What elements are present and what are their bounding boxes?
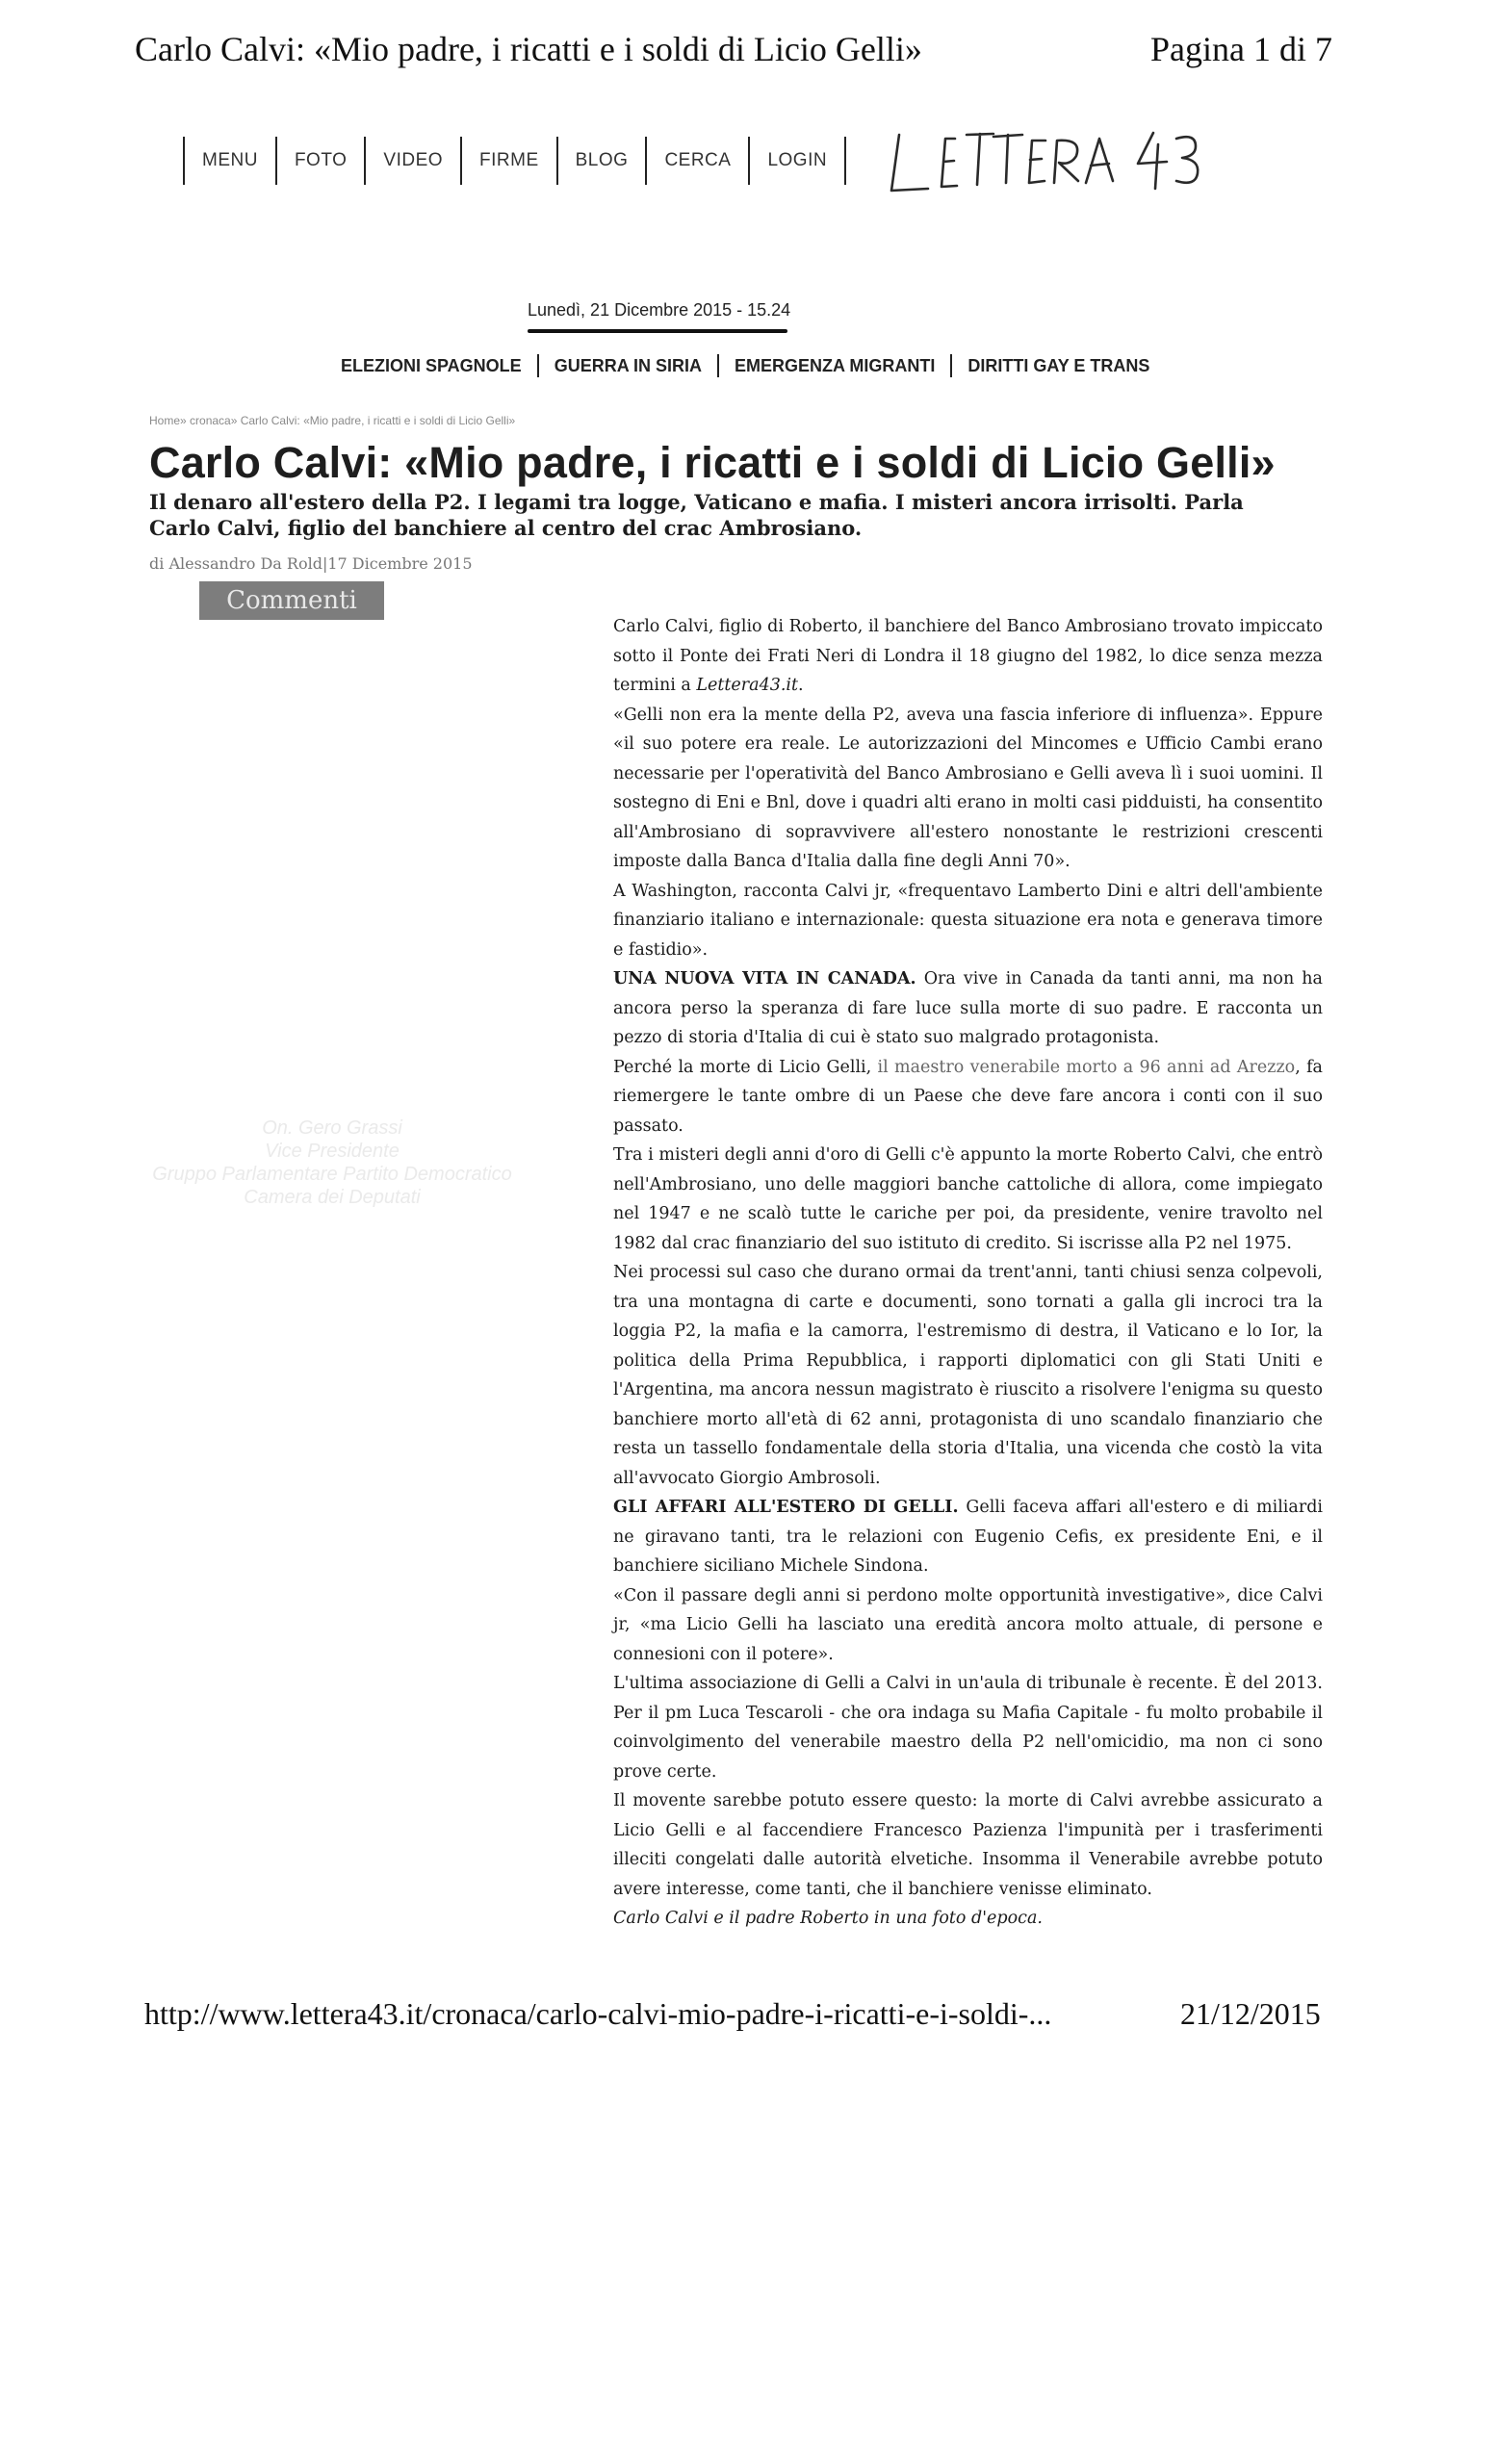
related-article-link[interactable]: il maestro venerabile morto a 96 anni ad Arezzo xyxy=(877,1057,1296,1077)
photo-caption xyxy=(613,1904,1323,1934)
print-header-page-number: Pagina 1 di 7 xyxy=(1150,30,1332,68)
article-title: Carlo Calvi: «Mio padre, i ricatti e i soldi di Licio Gelli» xyxy=(149,438,1276,487)
stamp-line: Camera dei Deputati xyxy=(244,1187,421,1208)
topic-elezioni-spagnole[interactable]: ELEZIONI SPAGNOLE xyxy=(341,355,522,375)
article-body xyxy=(613,612,1323,1934)
article-paragraph xyxy=(613,1493,1323,1581)
lettera43-handwritten-logo xyxy=(886,114,1213,210)
nav-item-cerca[interactable]: CERCA xyxy=(664,150,732,170)
topic-emergenza-migranti[interactable]: EMERGENZA MIGRANTI xyxy=(735,355,936,375)
dateline: Lunedì, 21 Dicembre 2015 - 15.24 xyxy=(528,300,791,320)
article-paragraph xyxy=(613,1053,1323,1142)
top-navigation xyxy=(183,137,846,185)
comments-button[interactable]: Commenti xyxy=(199,581,384,620)
article-paragraph: Il movente sarebbe potuto essere questo: la morte di Calvi avrebbe assicurato a Licio Gelli e al faccendiere Francesco Pazienza l'impunità per i trasferimenti illeciti congelati dalle autorità elvetiche. Insomma il Venerabile avrebbe potuto avere interesse, come tanti, che il banchiere venisse eliminato. xyxy=(613,1791,1323,1899)
stamp-line: Gruppo Parlamentare Partito Democratico xyxy=(152,1164,512,1185)
paragraph-text: Gelli faceva affari all'estero e di miliardi ne giravano tanti, tra le relazioni con Eugenio Cefis, ex presidente Eni, e il banchiere siciliano Michele Sindona. xyxy=(613,1498,1323,1576)
article-paragraph: L'ultima associazione di Gelli a Calvi in un'aula di tribunale è recente. È del 2013. Per il pm Luca Tescaroli - che ora indaga su Mafia Capitale - fu molto probabile il coinvolgimento del venerabile maestro della P2 nell'omicidio, ma non ci sono prove certe. xyxy=(613,1674,1323,1782)
nav-item-foto[interactable]: FOTO xyxy=(294,150,348,170)
stamp-line: Vice Presidente xyxy=(265,1141,400,1162)
lettera43-link[interactable]: Lettera43.it xyxy=(696,676,799,695)
paragraph-text: Carlo Calvi, figlio di Roberto, il banchiere del Banco Ambrosiano trovato impiccato sotto il Ponte dei Frati Neri di Londra il 18 giugno del 1982, lo dice senza mezza termini a xyxy=(613,617,1323,695)
stamp-line: On. Gero Grassi xyxy=(262,1117,402,1139)
paragraph-text: Perché la morte di Licio Gelli, xyxy=(613,1057,878,1077)
paragraph-text: Ora vive in Canada da tanti anni, ma non ha ancora perso la speranza di fare luce sulla morte di suo padre. E racconta un pezzo di storia d'Italia di cui è stato suo malgrado protagonista. xyxy=(613,969,1323,1047)
article-paragraph: A Washington, racconta Calvi jr, «frequentavo Lamberto Dini e altri dell'ambiente finanziario italiano e internazionale: questa situazione era nota e generava timore e fastidio». xyxy=(613,881,1323,960)
print-footer-date: 21/12/2015 xyxy=(1180,1996,1321,2031)
article-paragraph xyxy=(613,964,1323,1053)
nav-item-login[interactable]: LOGIN xyxy=(767,150,828,170)
print-footer-url: http://www.lettera43.it/cronaca/carlo-calvi-mio-padre-i-ricatti-e-i-soldi-... xyxy=(144,1996,1052,2031)
article-paragraph xyxy=(613,612,1323,701)
article-byline[interactable]: di Alessandro Da Rold|17 Dicembre 2015 xyxy=(149,554,473,573)
watermark-stamp xyxy=(111,1116,554,1209)
breadcrumb[interactable]: Home» cronaca» Carlo Calvi: «Mio padre, i ricatti e i soldi di Licio Gelli» xyxy=(149,414,516,427)
topic-guerra-in-siria[interactable]: GUERRA IN SIRIA xyxy=(554,355,703,375)
paragraph-text: , fa riemergere le tante ombre di un Paese che deve fare ancora i conti con il suo passato. xyxy=(613,1057,1323,1136)
article-paragraph: Nei processi sul caso che durano ormai da trent'anni, tanti chiusi senza colpevoli, tra una montagna di carte e documenti, sono tornati a galla gli incroci tra la loggia P2, la mafia e la camorra, l'estremismo di destra, il Vaticano e lo Ior, la politica della Prima Repubblica, i rapporti diplomatici con gli Stati Uniti e l'Argentina, ma ancora nessun magistrato è riuscito a risolvere l'enigma su questo banchiere morto all'età di 62 anni, protagonista di uno scandalo finanziario che resta un tassello fondamentale della storia d'Italia, una vicenda che costò la vita all'avvocato Giorgio Ambrosoli. xyxy=(613,1263,1323,1488)
topic-diritti-gay-e-trans[interactable]: DIRITTI GAY E TRANS xyxy=(967,355,1150,375)
article-subtitle: Il denaro all'estero della P2. I legami tra logge, Vaticano e mafia. I misteri ancora irrisolti. Parla Carlo Calvi, figlio del banchiere al centro del crac Ambrosiano. xyxy=(149,490,1244,540)
section-heading: GLI AFFARI ALL'ESTERO DI GELLI. xyxy=(613,1498,959,1517)
article-paragraph: «Con il passare degli anni si perdono molte opportunità investigative», dice Calvi jr, «ma Licio Gelli ha lasciato una eredità ancora molto attuale, di persone e connesioni con il potere». xyxy=(613,1585,1323,1664)
article-paragraph: «Gelli non era la mente della P2, aveva una fascia inferiore di influenza». Eppure «il suo potere era reale. Le autorizzazioni del Mincomes e Ufficio Cambi erano necessarie per l'operatività del Banco Ambrosiano e Gelli aveva lì i suoi uomini. Il sostegno di Eni e Bnl, dove i quadri alti erano in molti casi pidduisti, ha consentito all'Ambrosiano di sopravvivere all'estero nonostante le restrizioni crescenti imposte dalla Banca d'Italia dalla fine degli Anni 70». xyxy=(613,705,1323,871)
dateline-rule xyxy=(528,329,787,333)
section-heading: UNA NUOVA VITA IN CANADA. xyxy=(613,969,916,988)
nav-item-video[interactable]: VIDEO xyxy=(383,150,444,170)
nav-item-blog[interactable]: BLOG xyxy=(575,150,629,170)
paragraph-text: . xyxy=(798,676,804,695)
print-header-title: Carlo Calvi: «Mio padre, i ricatti e i soldi di Licio Gelli» xyxy=(135,30,922,68)
nav-item-firme[interactable]: FIRME xyxy=(479,150,539,170)
article-paragraph: Tra i misteri degli anni d'oro di Gelli c'è appunto la morte Roberto Calvi, che entrò nell'Ambrosiano, uno delle maggiori banche cattoliche di allora, come impiegato nel 1947 e ne scalò tutte le cariche per poi, da presidente, venire travolto nel 1982 dal crac finanziario del suo istituto di credito. Si iscrisse alla P2 nel 1975. xyxy=(613,1145,1323,1253)
nav-divider xyxy=(844,137,846,185)
topic-bar xyxy=(325,354,1165,377)
caption-text: Carlo Calvi e il padre Roberto in una foto d'epoca. xyxy=(613,1909,1043,1928)
nav-item-menu[interactable]: MENU xyxy=(202,150,258,170)
